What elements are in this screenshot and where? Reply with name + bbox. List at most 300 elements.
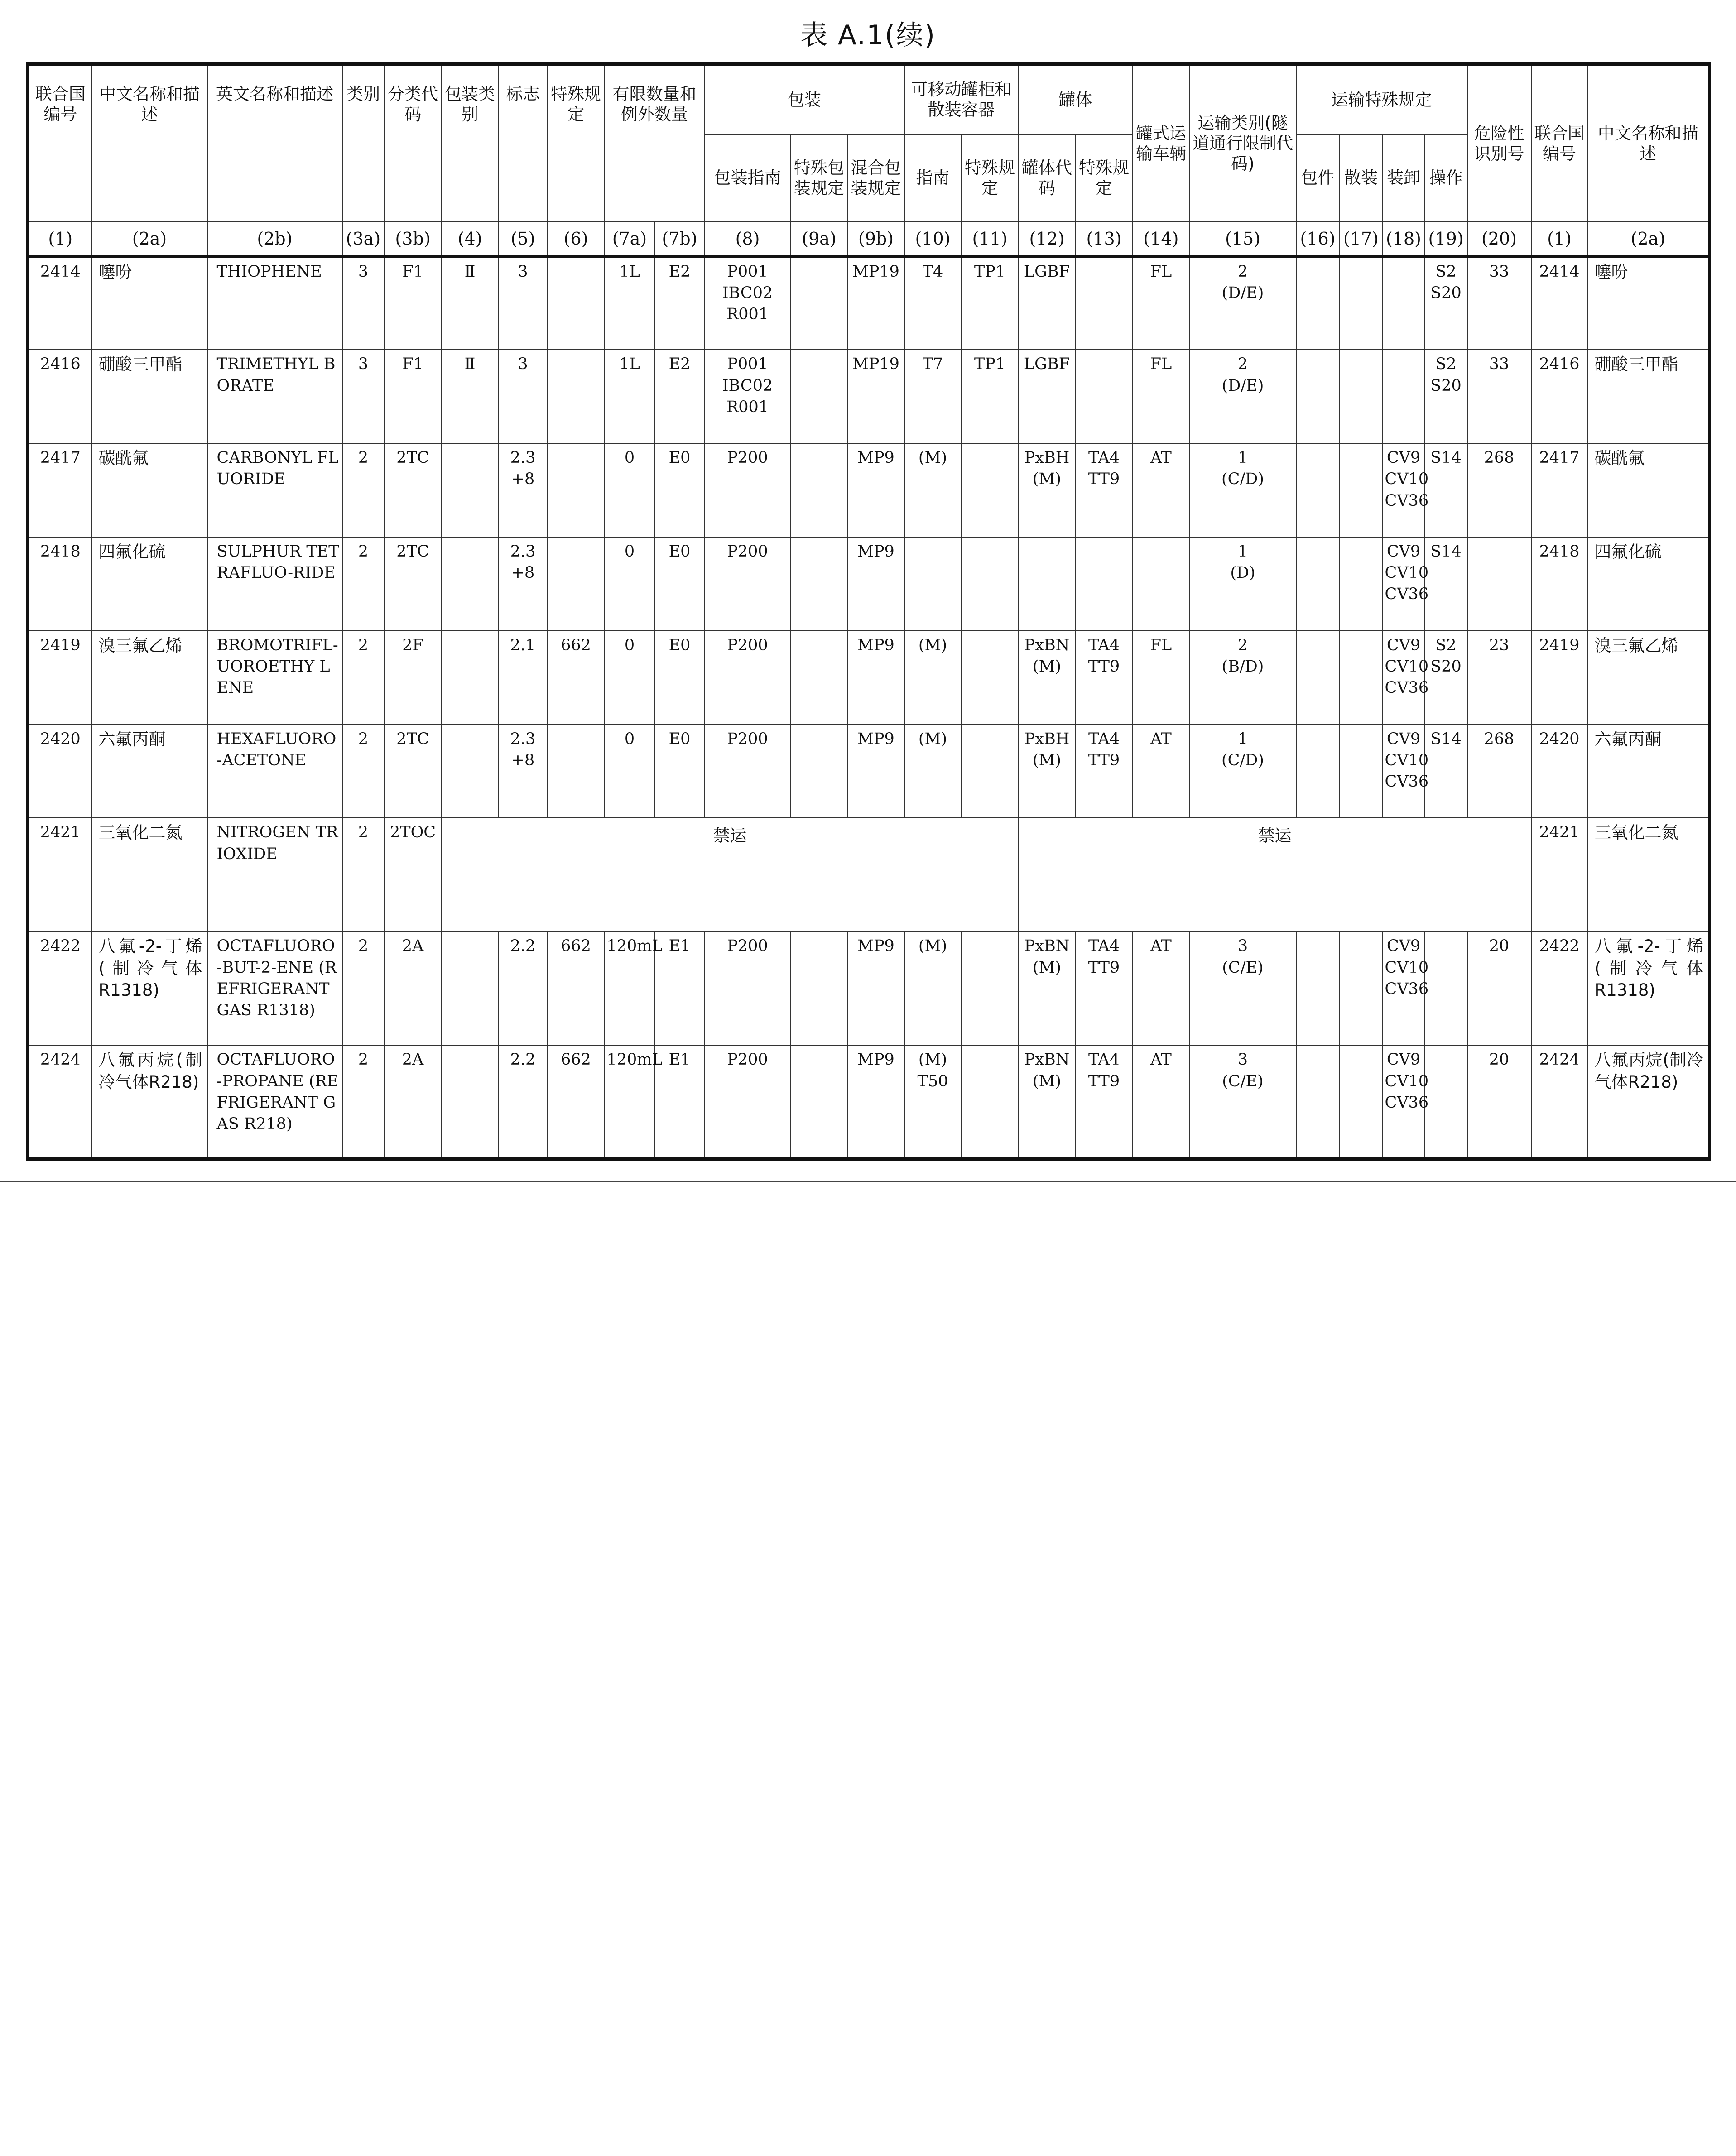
cell-loading-line: CV10 bbox=[1385, 751, 1429, 769]
cell-un-no-2: 2424 bbox=[1531, 1045, 1588, 1159]
cell-operation-line: S14 bbox=[1430, 730, 1462, 748]
cell-pack-group bbox=[442, 631, 499, 725]
cell-name-zh-2: 三氧化二氮 bbox=[1588, 818, 1710, 932]
cell-excepted-qty: E0 bbox=[655, 443, 705, 537]
cell-special-pack bbox=[791, 1045, 848, 1159]
cell-hazard-id: 20 bbox=[1467, 1045, 1531, 1159]
cell-special-pack bbox=[791, 725, 848, 818]
cell-mixed-pack: MP9 bbox=[848, 443, 904, 537]
col-num: (6) bbox=[548, 222, 605, 256]
col-num: (2b) bbox=[207, 222, 342, 256]
cell-labels: 2.2 bbox=[499, 932, 548, 1045]
cell-packages bbox=[1296, 932, 1340, 1045]
table-row bbox=[28, 1045, 1710, 1159]
cell-un-no-2: 2416 bbox=[1531, 350, 1588, 443]
cell-pack-instructions-line: P200 bbox=[727, 542, 768, 561]
cell-pt-instructions bbox=[904, 350, 962, 443]
cell-loading bbox=[1383, 725, 1429, 818]
cell-tank-special bbox=[1076, 537, 1133, 631]
cell-tank-code-line: (M) bbox=[1032, 1072, 1062, 1090]
cell-hazard-id: 20 bbox=[1467, 932, 1531, 1045]
cell-bulk bbox=[1340, 631, 1383, 725]
cell-pack-instructions bbox=[705, 350, 791, 443]
cell-special-provisions bbox=[548, 256, 605, 350]
col-num: (2a) bbox=[1588, 222, 1710, 256]
cell-pack-instructions bbox=[705, 256, 791, 350]
cell-labels: 2.3 +8 bbox=[499, 443, 548, 537]
cell-loading-line: CV36 bbox=[1385, 585, 1429, 604]
cell-pack-group: Ⅱ bbox=[442, 256, 499, 350]
cell-pack-group bbox=[442, 932, 499, 1045]
cell-loading-line: CV36 bbox=[1385, 1093, 1429, 1112]
cell-special-pack bbox=[791, 932, 848, 1045]
cell-special-provisions bbox=[548, 443, 605, 537]
header-limited-qty: 有限数量和例外数量 bbox=[605, 64, 705, 222]
cell-pt-instructions bbox=[904, 725, 962, 818]
cell-pack-instructions bbox=[705, 725, 791, 818]
cell-operation bbox=[1425, 725, 1467, 818]
cell-pt-instructions bbox=[904, 1045, 962, 1159]
cell-un-no-2: 2420 bbox=[1531, 725, 1588, 818]
cell-labels: 3 bbox=[499, 350, 548, 443]
cell-transport-category bbox=[1190, 443, 1296, 537]
cell-tank-vehicle: AT bbox=[1133, 932, 1190, 1045]
cell-transport-category-line: (C/E) bbox=[1222, 958, 1264, 977]
cell-loading bbox=[1383, 631, 1429, 725]
header-tank-special: 特殊规定 bbox=[1076, 134, 1133, 222]
cell-class-code: F1 bbox=[385, 350, 442, 443]
cell-pack-group bbox=[442, 725, 499, 818]
cell-un-no-2: 2414 bbox=[1531, 256, 1588, 350]
cell-pack-instructions bbox=[705, 443, 791, 537]
cell-class: 2 bbox=[342, 537, 385, 631]
cell-pt-instructions-line: (M) bbox=[918, 937, 947, 956]
cell-mixed-pack: MP9 bbox=[848, 932, 904, 1045]
cell-mixed-pack: MP19 bbox=[848, 256, 904, 350]
header-transport-special: 运输特殊规定 bbox=[1296, 64, 1467, 134]
cell-pack-instructions-line: P200 bbox=[727, 730, 768, 748]
header-special-provisions: 特殊规定 bbox=[548, 64, 605, 222]
col-num: (10) bbox=[904, 222, 962, 256]
cell-packages bbox=[1296, 725, 1340, 818]
col-num: (1) bbox=[1531, 222, 1588, 256]
table-body bbox=[28, 256, 1710, 1159]
col-num: (19) bbox=[1425, 222, 1467, 256]
cell-operation bbox=[1425, 1045, 1467, 1159]
cell-bulk bbox=[1340, 932, 1383, 1045]
table-row bbox=[28, 631, 1710, 725]
cell-special-pack bbox=[791, 537, 848, 631]
cell-tank-special bbox=[1076, 443, 1133, 537]
col-num: (9a) bbox=[791, 222, 848, 256]
cell-transport-category bbox=[1190, 1045, 1296, 1159]
cell-pack-instructions-line: R001 bbox=[726, 305, 769, 323]
cell-mixed-pack: MP19 bbox=[848, 350, 904, 443]
cell-tank-vehicle: FL bbox=[1133, 256, 1190, 350]
cell-packages bbox=[1296, 443, 1340, 537]
cell-operation bbox=[1425, 350, 1467, 443]
cell-tank-code bbox=[1019, 350, 1076, 443]
cell-operation-line: S2 bbox=[1435, 355, 1457, 374]
col-num: (16) bbox=[1296, 222, 1340, 256]
cell-name-en: THIOPHENE bbox=[207, 256, 342, 350]
cell-transport-category-line: 2 bbox=[1237, 636, 1248, 654]
cell-un-no-2: 2418 bbox=[1531, 537, 1588, 631]
cell-tank-special bbox=[1076, 350, 1133, 443]
table-row-prohibited bbox=[28, 818, 1710, 932]
cell-name-en: NITROGEN TRIOXIDE bbox=[207, 818, 342, 932]
cell-loading-line: CV10 bbox=[1385, 658, 1429, 676]
cell-special-provisions: 662 bbox=[548, 631, 605, 725]
header-bulk: 散装 bbox=[1340, 134, 1383, 222]
cell-loading-line: CV9 bbox=[1386, 449, 1421, 467]
cell-pt-special bbox=[962, 443, 1019, 537]
col-num: (12) bbox=[1019, 222, 1076, 256]
cell-transport-category-line: (D/E) bbox=[1221, 283, 1264, 302]
cell-name-zh: 三氧化二氮 bbox=[92, 818, 207, 932]
header-transport-category: 运输类别(隧道通行限制代码) bbox=[1190, 64, 1296, 222]
cell-pack-instructions bbox=[705, 1045, 791, 1159]
header-portable-tanks: 可移动罐柜和散装容器 bbox=[904, 64, 1019, 134]
cell-tank-code-line: (M) bbox=[1032, 751, 1062, 769]
cell-un-no: 2414 bbox=[28, 256, 92, 350]
cell-name-zh: 溴三氟乙烯 bbox=[92, 631, 207, 725]
cell-name-zh: 六氟丙酮 bbox=[92, 725, 207, 818]
header-labels: 标志 bbox=[499, 64, 548, 222]
cell-limited-qty: 0 bbox=[605, 443, 655, 537]
cell-excepted-qty: E2 bbox=[655, 256, 705, 350]
cell-packages bbox=[1296, 537, 1340, 631]
cell-bulk bbox=[1340, 350, 1383, 443]
cell-pack-group bbox=[442, 537, 499, 631]
cell-tank-vehicle bbox=[1133, 537, 1190, 631]
cell-transport-category-line: 2 bbox=[1237, 262, 1248, 281]
col-num: (4) bbox=[442, 222, 499, 256]
cell-name-en: HEXAFLUORO-ACETONE bbox=[207, 725, 342, 818]
cell-pack-group bbox=[442, 1045, 499, 1159]
cell-un-no: 2421 bbox=[28, 818, 92, 932]
col-num: (7b) bbox=[655, 222, 705, 256]
header-name-en: 英文名称和描述 bbox=[207, 64, 342, 222]
cell-transport-category-line: 1 bbox=[1237, 449, 1248, 467]
cell-un-no: 2420 bbox=[28, 725, 92, 818]
cell-pack-group: Ⅱ bbox=[442, 350, 499, 443]
cell-tank-special bbox=[1076, 256, 1133, 350]
header-pack-instructions: 包装指南 bbox=[705, 134, 791, 222]
cell-operation-line: S2 bbox=[1435, 262, 1457, 281]
cell-tank-special-line: TT9 bbox=[1088, 751, 1120, 769]
cell-loading-line: CV10 bbox=[1385, 564, 1429, 582]
cell-un-no-2: 2419 bbox=[1531, 631, 1588, 725]
cell-loading bbox=[1383, 350, 1425, 443]
cell-operation-line: S20 bbox=[1430, 376, 1462, 395]
cell-packages bbox=[1296, 256, 1340, 350]
cell-loading-line: CV10 bbox=[1385, 470, 1429, 489]
cell-class: 2 bbox=[342, 818, 385, 932]
cell-name-zh-2: 溴三氟乙烯 bbox=[1588, 631, 1710, 725]
cell-transport-category-line: 2 bbox=[1237, 355, 1248, 374]
cell-pt-instructions-line: (M) bbox=[918, 636, 947, 654]
table-row bbox=[28, 537, 1710, 631]
col-num: (1) bbox=[28, 222, 92, 256]
cell-special-pack bbox=[791, 443, 848, 537]
cell-tank-code bbox=[1019, 537, 1076, 631]
cell-pt-instructions-line: (M) bbox=[918, 449, 947, 467]
cell-pt-instructions bbox=[904, 537, 962, 631]
header-row-1 bbox=[28, 64, 1710, 134]
cell-class: 3 bbox=[342, 256, 385, 350]
cell-tank-code bbox=[1019, 725, 1076, 818]
cell-pack-instructions-line: P001 bbox=[727, 355, 768, 374]
cell-tank-special-line: TA4 bbox=[1088, 937, 1120, 956]
cell-un-no: 2422 bbox=[28, 932, 92, 1045]
cell-name-zh-2: 硼酸三甲酯 bbox=[1588, 350, 1710, 443]
cell-excepted-qty: E0 bbox=[655, 631, 705, 725]
cell-tank-code-line: PxBN bbox=[1024, 1051, 1070, 1069]
cell-packages bbox=[1296, 1045, 1340, 1159]
col-num: (3b) bbox=[385, 222, 442, 256]
header-loading: 装卸 bbox=[1383, 134, 1425, 222]
cell-loading-line: CV36 bbox=[1385, 980, 1429, 998]
cell-tank-special-line: TT9 bbox=[1088, 658, 1120, 676]
cell-pt-instructions-line: (M) bbox=[918, 1051, 947, 1069]
cell-pt-special bbox=[962, 631, 1019, 725]
col-num: (7a) bbox=[605, 222, 655, 256]
cell-transport-category-line: (C/E) bbox=[1222, 1072, 1264, 1090]
cell-pack-instructions-line: P200 bbox=[727, 1051, 768, 1069]
cell-un-no-2: 2417 bbox=[1531, 443, 1588, 537]
cell-pack-instructions bbox=[705, 537, 791, 631]
table-row bbox=[28, 725, 1710, 818]
col-num: (15) bbox=[1190, 222, 1296, 256]
col-num: (11) bbox=[962, 222, 1019, 256]
cell-pt-special bbox=[962, 1045, 1019, 1159]
cell-special-provisions: 662 bbox=[548, 932, 605, 1045]
header-hazard-id: 危险性识别号 bbox=[1467, 64, 1531, 222]
cell-tank-code-line: PxBN bbox=[1024, 636, 1070, 654]
cell-operation-line: S14 bbox=[1430, 449, 1462, 467]
cell-transport-category bbox=[1190, 631, 1296, 725]
cell-operation bbox=[1425, 256, 1467, 350]
cell-operation-line: S14 bbox=[1430, 542, 1462, 561]
cell-tank-code-line: (M) bbox=[1032, 958, 1062, 977]
cell-limited-qty: 120mL bbox=[605, 1045, 655, 1159]
cell-hazard-id bbox=[1467, 537, 1531, 631]
cell-labels: 3 bbox=[499, 256, 548, 350]
cell-bulk bbox=[1340, 725, 1383, 818]
cell-class: 3 bbox=[342, 350, 385, 443]
cell-loading bbox=[1383, 537, 1429, 631]
cell-pt-special bbox=[962, 725, 1019, 818]
cell-name-en: TRIMETHYL BORATE bbox=[207, 350, 342, 443]
header-pt-instructions: 指南 bbox=[904, 134, 962, 222]
cell-hazard-id: 33 bbox=[1467, 350, 1531, 443]
cell-bulk bbox=[1340, 256, 1383, 350]
cell-pt-instructions-line: T7 bbox=[922, 355, 943, 374]
cell-class-code: F1 bbox=[385, 256, 442, 350]
cell-transport-category bbox=[1190, 537, 1296, 631]
cell-name-zh-2: 噻吩 bbox=[1588, 256, 1710, 350]
cell-class: 2 bbox=[342, 725, 385, 818]
cell-excepted-qty: E2 bbox=[655, 350, 705, 443]
cell-limited-qty: 1L bbox=[605, 350, 655, 443]
cell-pack-instructions-line: IBC02 bbox=[722, 376, 773, 395]
cell-labels: 2.3 +8 bbox=[499, 537, 548, 631]
cell-class-code: 2F bbox=[385, 631, 442, 725]
header-packages: 包件 bbox=[1296, 134, 1340, 222]
cell-tank-vehicle: AT bbox=[1133, 1045, 1190, 1159]
cell-pack-group bbox=[442, 443, 499, 537]
column-number-row bbox=[28, 222, 1710, 256]
cell-packages bbox=[1296, 631, 1340, 725]
cell-loading-line: CV36 bbox=[1385, 491, 1429, 510]
cell-pt-instructions-line: T50 bbox=[917, 1072, 948, 1090]
cell-un-no: 2419 bbox=[28, 631, 92, 725]
cell-name-zh-2: 四氟化硫 bbox=[1588, 537, 1710, 631]
cell-special-pack bbox=[791, 631, 848, 725]
cell-tank-special-line: TA4 bbox=[1088, 1051, 1120, 1069]
prohibited-label-right: 禁运 bbox=[1019, 818, 1531, 932]
header-pack-group: 包装类别 bbox=[442, 64, 499, 222]
cell-pt-instructions bbox=[904, 932, 962, 1045]
header-special-pack: 特殊包装规定 bbox=[791, 134, 848, 222]
cell-excepted-qty: E0 bbox=[655, 537, 705, 631]
cell-operation bbox=[1425, 932, 1467, 1045]
cell-class: 2 bbox=[342, 932, 385, 1045]
cell-class-code: 2TOC bbox=[385, 818, 442, 932]
cell-limited-qty: 120mL bbox=[605, 932, 655, 1045]
cell-bulk bbox=[1340, 443, 1383, 537]
col-num: (18) bbox=[1383, 222, 1425, 256]
cell-loading-line: CV9 bbox=[1386, 937, 1421, 956]
cell-tank-special bbox=[1076, 631, 1133, 725]
cell-pt-special bbox=[962, 537, 1019, 631]
table-row bbox=[28, 256, 1710, 350]
col-num: (3a) bbox=[342, 222, 385, 256]
col-num: (5) bbox=[499, 222, 548, 256]
cell-transport-category-line: 3 bbox=[1237, 937, 1248, 956]
cell-class-code: 2TC bbox=[385, 725, 442, 818]
cell-transport-category bbox=[1190, 256, 1296, 350]
cell-tank-code-line: (M) bbox=[1032, 470, 1062, 489]
cell-loading-line: CV36 bbox=[1385, 773, 1429, 791]
header-name-zh: 中文名称和描述 bbox=[92, 64, 207, 222]
prohibited-label-left: 禁运 bbox=[442, 818, 1019, 932]
cell-labels: 2.2 bbox=[499, 1045, 548, 1159]
cell-tank-special-line: TA4 bbox=[1088, 730, 1120, 748]
cell-limited-qty: 0 bbox=[605, 631, 655, 725]
cell-tank-vehicle: AT bbox=[1133, 725, 1190, 818]
cell-name-en: SULPHUR TETRAFLUO-RIDE bbox=[207, 537, 342, 631]
cell-name-zh: 噻吩 bbox=[92, 256, 207, 350]
cell-name-zh: 八氟丙烷(制冷气体R218) bbox=[92, 1045, 207, 1159]
page-bottom-rule bbox=[0, 1181, 1736, 1182]
cell-pt-instructions bbox=[904, 443, 962, 537]
cell-hazard-id: 268 bbox=[1467, 443, 1531, 537]
cell-name-zh-2: 碳酰氟 bbox=[1588, 443, 1710, 537]
cell-pack-instructions-line: P200 bbox=[727, 636, 768, 654]
cell-transport-category bbox=[1190, 350, 1296, 443]
cell-class-code: 2A bbox=[385, 1045, 442, 1159]
cell-un-no-2: 2422 bbox=[1531, 932, 1588, 1045]
cell-un-no-2: 2421 bbox=[1531, 818, 1588, 932]
cell-pt-instructions-line: T4 bbox=[922, 262, 943, 281]
cell-loading bbox=[1383, 1045, 1429, 1159]
cell-pt-instructions-line: (M) bbox=[918, 730, 947, 748]
cell-class: 2 bbox=[342, 1045, 385, 1159]
cell-name-zh: 碳酰氟 bbox=[92, 443, 207, 537]
cell-name-zh: 八氟-2-丁烯(制冷气体R1318) bbox=[92, 932, 207, 1045]
cell-transport-category-line: 1 bbox=[1237, 542, 1248, 561]
cell-loading bbox=[1383, 932, 1429, 1045]
cell-name-en: BROMOTRIFL-UOROETHY LENE bbox=[207, 631, 342, 725]
col-num: (13) bbox=[1076, 222, 1133, 256]
cell-limited-qty: 0 bbox=[605, 537, 655, 631]
cell-pack-instructions-line: P200 bbox=[727, 449, 768, 467]
cell-excepted-qty: E1 bbox=[655, 932, 705, 1045]
cell-pt-special: TP1 bbox=[962, 256, 1019, 350]
cell-pack-instructions-line: P200 bbox=[727, 937, 768, 956]
cell-packages bbox=[1296, 350, 1340, 443]
cell-name-en: CARBONYL FLUORIDE bbox=[207, 443, 342, 537]
cell-name-en: OCTAFLUORO-PROPANE (REFRIGERANT GAS R218) bbox=[207, 1045, 342, 1159]
cell-name-zh-2: 六氟丙酮 bbox=[1588, 725, 1710, 818]
header-name-zh-2: 中文名称和描述 bbox=[1588, 64, 1710, 222]
cell-tank-code bbox=[1019, 443, 1076, 537]
cell-un-no: 2416 bbox=[28, 350, 92, 443]
cell-loading-line: CV9 bbox=[1386, 636, 1421, 654]
header-tanks: 罐体 bbox=[1019, 64, 1133, 134]
cell-un-no: 2418 bbox=[28, 537, 92, 631]
cell-special-provisions bbox=[548, 725, 605, 818]
cell-pt-special: TP1 bbox=[962, 350, 1019, 443]
header-tank-vehicle: 罐式运输车辆 bbox=[1133, 64, 1190, 222]
cell-operation-line: S20 bbox=[1430, 283, 1462, 302]
cell-operation bbox=[1425, 443, 1467, 537]
cell-name-zh: 四氟化硫 bbox=[92, 537, 207, 631]
cell-mixed-pack: MP9 bbox=[848, 1045, 904, 1159]
cell-tank-code-line: PxBN bbox=[1024, 937, 1070, 956]
header-operation: 操作 bbox=[1425, 134, 1467, 222]
cell-un-no: 2424 bbox=[28, 1045, 92, 1159]
cell-tank-special-line: TT9 bbox=[1088, 958, 1120, 977]
cell-loading-line: CV9 bbox=[1386, 1051, 1421, 1069]
cell-transport-category bbox=[1190, 725, 1296, 818]
cell-loading-line: CV9 bbox=[1386, 730, 1421, 748]
cell-labels: 2.1 bbox=[499, 631, 548, 725]
cell-special-provisions bbox=[548, 350, 605, 443]
cell-tank-vehicle: FL bbox=[1133, 350, 1190, 443]
cell-name-zh-2: 八氟丙烷(制冷气体R218) bbox=[1588, 1045, 1710, 1159]
cell-tank-special bbox=[1076, 932, 1133, 1045]
cell-tank-special-line: TA4 bbox=[1088, 449, 1120, 467]
cell-tank-code bbox=[1019, 256, 1076, 350]
cell-tank-vehicle: AT bbox=[1133, 443, 1190, 537]
cell-loading bbox=[1383, 256, 1425, 350]
cell-name-zh-2: 八氟-2-丁烯(制冷气体R1318) bbox=[1588, 932, 1710, 1045]
cell-loading-line: CV9 bbox=[1386, 542, 1421, 561]
cell-pack-instructions-line: R001 bbox=[726, 398, 769, 416]
col-num: (9b) bbox=[848, 222, 904, 256]
cell-operation-line: S20 bbox=[1430, 658, 1462, 676]
header-un-no: 联合国编号 bbox=[28, 64, 92, 222]
cell-transport-category-line: (C/D) bbox=[1221, 470, 1264, 489]
cell-operation-line: S2 bbox=[1435, 636, 1457, 654]
header-packaging: 包装 bbox=[705, 64, 904, 134]
cell-tank-special bbox=[1076, 1045, 1133, 1159]
cell-labels: 2.3 +8 bbox=[499, 725, 548, 818]
cell-name-en: OCTAFLUORO-BUT-2-ENE (REFRIGERANT GAS R1318) bbox=[207, 932, 342, 1045]
